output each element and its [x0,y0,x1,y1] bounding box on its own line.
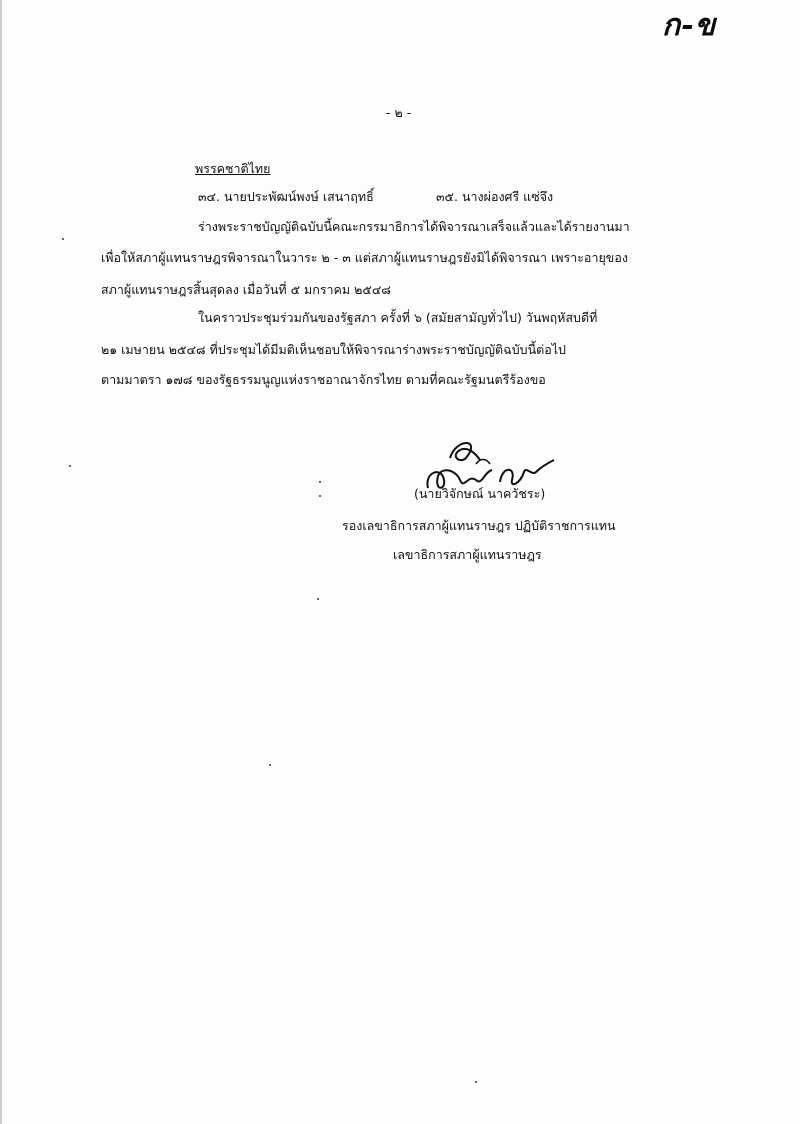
paragraph1-line3: สภาผู้แทนราษฎรสิ้นสุดลง เมื่อวันที่ ๕ มกราคม ๒๕๔๘ [101,282,391,297]
member-34: ๓๔. นายประพัฒน์พงษ์ เสนาฤทธิ์ [198,189,374,204]
scan-edge [0,0,2,1124]
paragraph2-line2: ๒๑ เมษายน ๒๕๔๘ ที่ประชุมได้มีมติเห็นชอบให้พิจารณาร่างพระราชบัญญัติฉบับนี้ต่อไป [101,342,566,357]
scan-speck [269,764,271,766]
signatory-name: (นายวิจักษณ์ นาควัชระ) [414,486,546,501]
handwritten-corner-note: ก-ข [662,8,717,43]
scan-speck [319,495,321,497]
member-35: ๓๕. นางผ่องศรี แซ่จึง [436,189,554,204]
paragraph1-line1: ร่างพระราชบัญญัติฉบับนี้คณะกรรมาธิการได้พิจารณาเสร็จแล้วและได้รายงานมา [198,219,630,234]
scan-speck [475,1081,477,1083]
signatory-title-line2: เลขาธิการสภาผู้แทนราษฎร [393,547,542,562]
party-heading: พรรคชาติไทย [195,161,271,176]
scan-speck [62,238,64,240]
page-number: - ๒ - [386,105,412,120]
signatory-title-line1: รองเลขาธิการสภาผู้แทนราษฎร ปฏิบัติราชการแทน [342,518,616,533]
scan-speck [69,465,71,467]
paragraph2-line3: ตามมาตรา ๑๗๘ ของรัฐธรรมนูญแห่งราชอาณาจักรไทย ตามที่คณะรัฐมนตรีร้องขอ [101,372,546,387]
scan-speck [317,598,319,600]
paragraph2-line1: ในคราวประชุมร่วมกันของรัฐสภา ครั้งที่ ๖ (สมัยสามัญทั่วไป) วันพฤหัสบดีที่ [198,310,598,325]
paragraph1-line2: เพื่อให้สภาผู้แทนราษฎรพิจารณาในวาระ ๒ - ๓ แต่สภาผู้แทนราษฎรยังมิได้พิจารณา เพราะอายุของ [101,250,628,265]
scan-speck [319,481,321,483]
